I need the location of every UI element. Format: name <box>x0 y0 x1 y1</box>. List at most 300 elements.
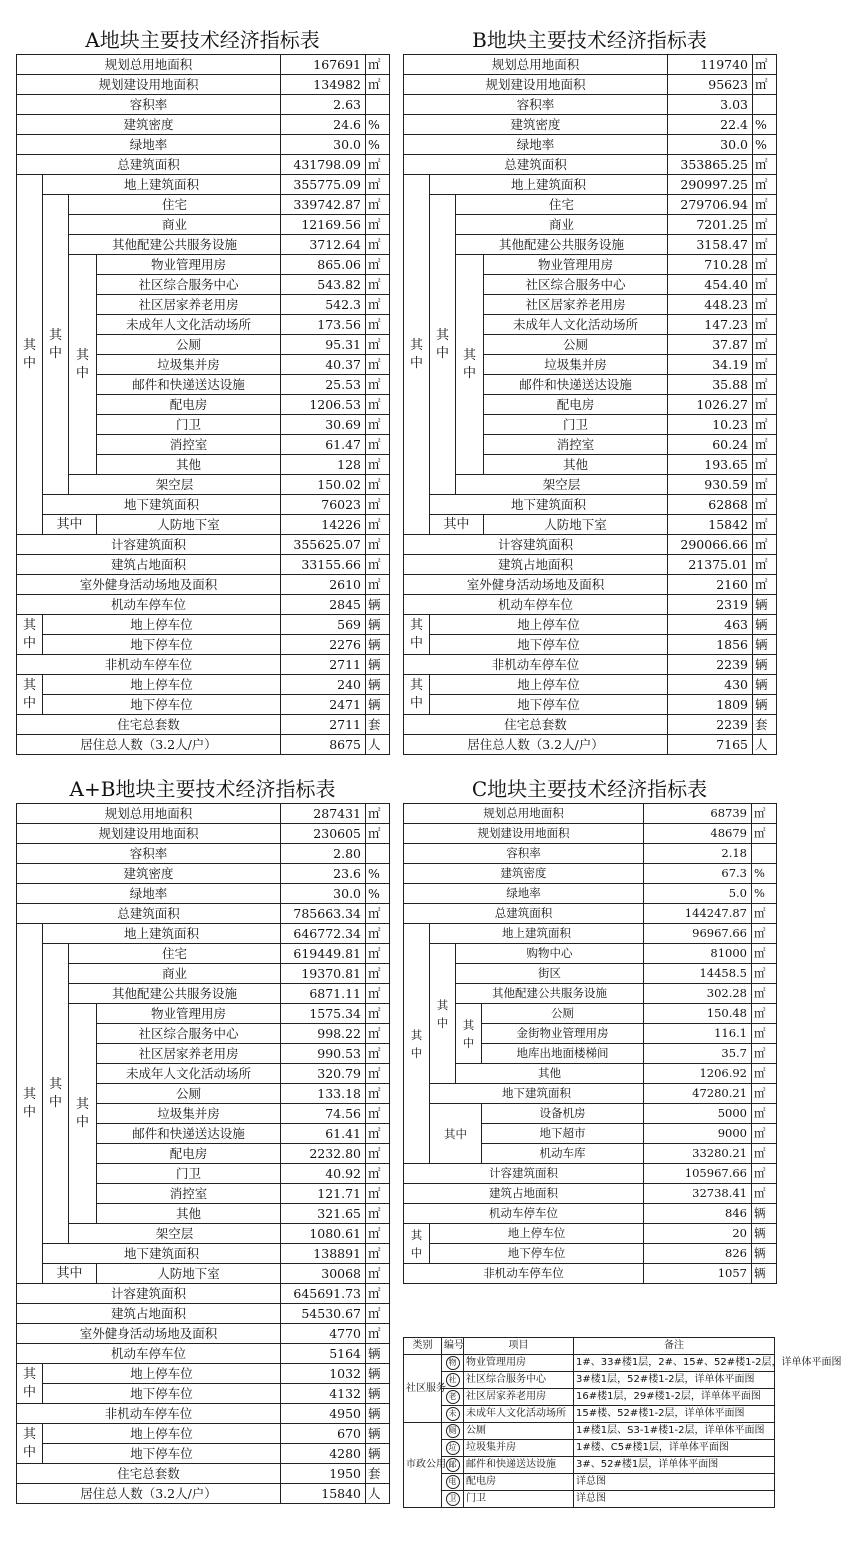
value-cell: 1856 <box>668 635 753 655</box>
label-cell: 地上建筑面积 <box>430 175 668 195</box>
label-cell: 消控室 <box>97 435 281 455</box>
unit-cell: ㎡ <box>753 235 777 255</box>
qi-label: 其 <box>48 1076 62 1092</box>
qizhong-label: 其中 <box>56 1265 83 1281</box>
unit-cell: ㎡ <box>752 964 777 984</box>
label-cell: 门卫 <box>484 415 668 435</box>
unit-cell: 人 <box>753 735 777 755</box>
label-cell: 绿地率 <box>17 884 281 904</box>
value-cell: 355625.07 <box>281 535 366 555</box>
table-row <box>17 904 390 924</box>
label-cell: 总建筑面积 <box>404 904 644 924</box>
label-cell: 居住总人数（3.2人/户） <box>17 735 281 755</box>
table-row <box>17 155 390 175</box>
unit-cell <box>366 844 390 864</box>
qi-label: 其 <box>22 1426 36 1442</box>
legend-item: 公厕 <box>464 1423 574 1440</box>
unit-cell: ㎡ <box>366 215 390 235</box>
unit-cell: % <box>366 135 390 155</box>
unit-cell: ㎡ <box>753 375 777 395</box>
label-cell: 机动车停车位 <box>17 1344 281 1364</box>
zhong-label: 中 <box>22 1444 36 1460</box>
label-cell: 住宅总套数 <box>17 715 281 735</box>
unit-cell: 辆 <box>366 1404 390 1424</box>
table-row <box>404 1104 777 1124</box>
table-row <box>17 235 390 255</box>
facility-icon: 邮 <box>446 1458 460 1472</box>
value-cell: 353865.25 <box>668 155 753 175</box>
legend-category: 社区服务 <box>404 1355 442 1423</box>
label-cell: 室外健身活动场地及面积 <box>17 575 281 595</box>
zhong-label: 中 <box>22 1104 36 1120</box>
unit-cell: ㎡ <box>366 55 390 75</box>
table-row <box>17 715 390 735</box>
value-cell: 448.23 <box>668 295 753 315</box>
value-cell: 785663.34 <box>281 904 366 924</box>
label-cell: 购物中心 <box>456 944 644 964</box>
unit-cell: ㎡ <box>753 75 777 95</box>
qizhong-cell <box>430 944 456 1084</box>
unit-cell: 辆 <box>366 675 390 695</box>
unit-cell: 套 <box>366 715 390 735</box>
label-cell: 地库出地面楼梯间 <box>482 1044 644 1064</box>
value-cell: 33155.66 <box>281 555 366 575</box>
unit-cell: ㎡ <box>753 435 777 455</box>
value-cell: 23.6 <box>281 864 366 884</box>
value-cell: 865.06 <box>281 255 366 275</box>
label-cell: 建筑占地面积 <box>404 555 668 575</box>
label-cell: 建筑密度 <box>17 864 281 884</box>
unit-cell: ㎡ <box>752 904 777 924</box>
label-cell: 地上停车位 <box>43 1364 281 1384</box>
label-cell: 未成年人文化活动场所 <box>97 1064 281 1084</box>
label-cell: 垃圾集并房 <box>484 355 668 375</box>
table-row <box>404 195 777 215</box>
unit-cell: ㎡ <box>753 555 777 575</box>
value-cell: 128 <box>281 455 366 475</box>
label-cell: 未成年人文化活动场所 <box>97 315 281 335</box>
value-cell: 1080.61 <box>281 1224 366 1244</box>
label-cell: 未成年人文化活动场所 <box>484 315 668 335</box>
value-cell: 35.88 <box>668 375 753 395</box>
table-row <box>404 655 777 675</box>
unit-cell: 辆 <box>366 1444 390 1464</box>
unit-cell: 辆 <box>366 1364 390 1384</box>
table-row <box>17 1224 390 1244</box>
table-row <box>17 595 390 615</box>
value-cell: 290066.66 <box>668 535 753 555</box>
legend-item: 配电房 <box>464 1474 574 1491</box>
label-cell: 建筑密度 <box>404 864 644 884</box>
label-cell: 地下建筑面积 <box>430 495 668 515</box>
unit-cell: ㎡ <box>366 984 390 1004</box>
label-cell: 配电房 <box>97 395 281 415</box>
qizhong-cell <box>404 175 430 535</box>
unit-cell: ㎡ <box>366 1104 390 1124</box>
label-cell: 其他 <box>97 455 281 475</box>
unit-cell: ㎡ <box>366 295 390 315</box>
table-row <box>404 944 777 964</box>
qizhong-cell <box>430 1104 482 1164</box>
unit-cell: 人 <box>366 1484 390 1504</box>
unit-cell: ㎡ <box>752 1064 777 1084</box>
unit-cell: 辆 <box>753 695 777 715</box>
legend-note: 详总图 <box>574 1491 775 1508</box>
unit-cell: ㎡ <box>366 1244 390 1264</box>
value-cell: 121.71 <box>281 1184 366 1204</box>
unit-cell: % <box>752 884 777 904</box>
label-cell: 地下停车位 <box>43 635 281 655</box>
unit-cell: ㎡ <box>752 1184 777 1204</box>
value-cell: 21375.01 <box>668 555 753 575</box>
value-cell: 1032 <box>281 1364 366 1384</box>
value-cell: 4770 <box>281 1324 366 1344</box>
unit-cell: ㎡ <box>753 415 777 435</box>
value-cell: 355775.09 <box>281 175 366 195</box>
table-row <box>404 824 777 844</box>
unit-cell: ㎡ <box>753 315 777 335</box>
table-row <box>404 864 777 884</box>
label-cell: 总建筑面积 <box>17 904 281 924</box>
table-row <box>404 75 777 95</box>
unit-cell: ㎡ <box>753 475 777 495</box>
unit-cell: ㎡ <box>366 435 390 455</box>
table-row <box>404 555 777 575</box>
label-cell: 地上停车位 <box>43 615 281 635</box>
value-cell: 150.02 <box>281 475 366 495</box>
label-cell: 绿地率 <box>404 135 668 155</box>
legend-item: 邮件和快递送达设施 <box>464 1457 574 1474</box>
table-row <box>404 475 777 495</box>
table-row <box>404 904 777 924</box>
unit-cell <box>753 95 777 115</box>
label-cell: 街区 <box>456 964 644 984</box>
table-title: A+B地块主要技术经济指标表 <box>69 777 336 801</box>
label-cell: 其他 <box>97 1204 281 1224</box>
zhong-label: 中 <box>462 365 476 381</box>
unit-cell: ㎡ <box>752 1084 777 1104</box>
table-row <box>17 615 390 635</box>
zhong-label: 中 <box>409 635 423 651</box>
value-cell: 1206.92 <box>644 1064 752 1084</box>
label-cell: 地下建筑面积 <box>43 495 281 515</box>
unit-cell: ㎡ <box>752 1144 777 1164</box>
value-cell: 20 <box>644 1224 752 1244</box>
unit-cell: ㎡ <box>753 155 777 175</box>
unit-cell: ㎡ <box>366 1224 390 1244</box>
label-cell: 其他配建公共服务设施 <box>456 235 668 255</box>
label-cell: 物业管理用房 <box>97 1004 281 1024</box>
unit-cell: 套 <box>753 715 777 735</box>
value-cell: 2276 <box>281 635 366 655</box>
qi-label: 其 <box>22 677 36 693</box>
table-row <box>404 635 777 655</box>
value-cell: 134982 <box>281 75 366 95</box>
unit-cell: ㎡ <box>752 984 777 1004</box>
label-cell: 其他配建公共服务设施 <box>69 235 281 255</box>
label-cell: 建筑占地面积 <box>17 1304 281 1324</box>
value-cell: 431798.09 <box>281 155 366 175</box>
value-cell: 321.65 <box>281 1204 366 1224</box>
label-cell: 地下停车位 <box>430 635 668 655</box>
legend-row <box>404 1406 775 1423</box>
legend-row <box>404 1491 775 1508</box>
unit-cell: ㎡ <box>366 904 390 924</box>
label-cell: 地下停车位 <box>43 695 281 715</box>
table-row <box>17 824 390 844</box>
legend-row <box>404 1474 775 1491</box>
label-cell: 建筑占地面积 <box>404 1184 644 1204</box>
value-cell: 6871.11 <box>281 984 366 1004</box>
qizhong-cell <box>17 615 43 655</box>
qi-label: 其 <box>22 1366 36 1382</box>
label-cell: 架空层 <box>69 1224 281 1244</box>
legend-note: 1#楼、C5#楼1层，详单体平面图 <box>574 1440 775 1457</box>
unit-cell: ㎡ <box>753 455 777 475</box>
value-cell: 990.53 <box>281 1044 366 1064</box>
label-cell: 商业 <box>69 215 281 235</box>
legend-table <box>403 1337 842 1508</box>
zhong-label: 中 <box>409 355 423 371</box>
label-cell: 地下建筑面积 <box>43 1244 281 1264</box>
unit-cell: ㎡ <box>366 415 390 435</box>
unit-cell: ㎡ <box>366 195 390 215</box>
legend-note: 1#楼1层、S3-1#楼1-2层，详单体平面图 <box>574 1423 775 1440</box>
label-cell: 建筑密度 <box>404 115 668 135</box>
qizhong-cell <box>17 675 43 715</box>
value-cell: 81000 <box>644 944 752 964</box>
value-cell: 37.87 <box>668 335 753 355</box>
label-cell: 机动车库 <box>482 1144 644 1164</box>
unit-cell: 人 <box>366 735 390 755</box>
indicator-table <box>403 54 777 755</box>
value-cell: 930.59 <box>668 475 753 495</box>
label-cell: 绿地率 <box>17 135 281 155</box>
unit-cell: ㎡ <box>753 255 777 275</box>
table-row <box>17 1284 390 1304</box>
table-row <box>17 135 390 155</box>
qizhong-cell <box>404 675 430 715</box>
table-row <box>404 155 777 175</box>
label-cell: 居住总人数（3.2人/户） <box>404 735 668 755</box>
table-row <box>404 1164 777 1184</box>
unit-cell: 辆 <box>366 655 390 675</box>
value-cell: 5.0 <box>644 884 752 904</box>
legend-row <box>404 1355 775 1372</box>
unit-cell: ㎡ <box>366 175 390 195</box>
table-row <box>404 255 777 275</box>
legend-item: 未成年人文化活动场所 <box>464 1406 574 1423</box>
legend-row <box>404 1389 775 1406</box>
qizhong-cell <box>69 255 97 475</box>
unit-cell: % <box>366 884 390 904</box>
legend-note: 详总图 <box>574 1474 775 1491</box>
table-row <box>17 1444 390 1464</box>
label-cell: 住宅 <box>69 195 281 215</box>
value-cell: 2239 <box>668 715 753 735</box>
unit-cell: ㎡ <box>753 335 777 355</box>
unit-cell: ㎡ <box>366 475 390 495</box>
label-cell: 社区综合服务中心 <box>97 1024 281 1044</box>
qizhong-cell <box>69 1004 97 1224</box>
label-cell: 计容建筑面积 <box>17 1284 281 1304</box>
label-cell: 人防地下室 <box>97 515 281 535</box>
table-row <box>404 595 777 615</box>
value-cell: 150.48 <box>644 1004 752 1024</box>
label-cell: 规划总用地面积 <box>17 804 281 824</box>
qizhong-cell <box>43 195 69 495</box>
value-cell: 30068 <box>281 1264 366 1284</box>
label-cell: 计容建筑面积 <box>404 1164 644 1184</box>
label-cell: 建筑占地面积 <box>17 555 281 575</box>
table-row <box>17 655 390 675</box>
qi-label: 其 <box>409 617 423 633</box>
unit-cell: 辆 <box>366 1344 390 1364</box>
label-cell: 地下停车位 <box>43 1444 281 1464</box>
label-cell: 绿地率 <box>404 884 644 904</box>
label-cell: 门卫 <box>97 1164 281 1184</box>
legend-header-cell: 备注 <box>574 1338 775 1355</box>
unit-cell: ㎡ <box>753 395 777 415</box>
label-cell: 室外健身活动场地及面积 <box>17 1324 281 1344</box>
label-cell: 非机动车停车位 <box>404 1264 644 1284</box>
table-row <box>17 1304 390 1324</box>
value-cell: 4280 <box>281 1444 366 1464</box>
table-row <box>404 135 777 155</box>
label-cell: 其他配建公共服务设施 <box>456 984 644 1004</box>
value-cell: 47280.21 <box>644 1084 752 1104</box>
label-cell: 配电房 <box>484 395 668 415</box>
value-cell: 30.69 <box>281 415 366 435</box>
qi-label: 其 <box>22 1086 36 1102</box>
unit-cell: ㎡ <box>752 804 777 824</box>
value-cell: 3.03 <box>668 95 753 115</box>
label-cell: 住宅 <box>456 195 668 215</box>
value-cell: 339742.87 <box>281 195 366 215</box>
qizhong-cell <box>17 1424 43 1464</box>
label-cell: 地上建筑面积 <box>430 924 644 944</box>
label-cell: 金街物业管理用房 <box>482 1024 644 1044</box>
value-cell: 4132 <box>281 1384 366 1404</box>
value-cell: 1809 <box>668 695 753 715</box>
facility-icon: 未 <box>446 1407 460 1421</box>
label-cell: 地下停车位 <box>43 1384 281 1404</box>
table-row <box>17 944 390 964</box>
value-cell: 230605 <box>281 824 366 844</box>
label-cell: 地上停车位 <box>430 1224 644 1244</box>
table-row <box>17 1264 390 1284</box>
zhong-label: 中 <box>410 1045 423 1060</box>
table-row <box>404 55 777 75</box>
unit-cell: 辆 <box>366 1424 390 1444</box>
value-cell: 60.24 <box>668 435 753 455</box>
unit-cell: ㎡ <box>753 215 777 235</box>
table-row <box>404 735 777 755</box>
legend-row <box>404 1440 775 1457</box>
table-row <box>17 884 390 904</box>
label-cell: 总建筑面积 <box>404 155 668 175</box>
zhong-label: 中 <box>48 345 62 361</box>
unit-cell: ㎡ <box>366 1284 390 1304</box>
unit-cell: ㎡ <box>366 944 390 964</box>
label-cell: 机动车停车位 <box>404 1204 644 1224</box>
label-cell: 住宅 <box>69 944 281 964</box>
value-cell: 279706.94 <box>668 195 753 215</box>
table-row <box>17 575 390 595</box>
value-cell: 1950 <box>281 1464 366 1484</box>
value-cell: 12169.56 <box>281 215 366 235</box>
value-cell: 542.3 <box>281 295 366 315</box>
unit-cell: % <box>366 864 390 884</box>
table-row <box>17 55 390 75</box>
value-cell: 48679 <box>644 824 752 844</box>
facility-icon: 物 <box>446 1356 460 1370</box>
value-cell: 40.92 <box>281 1164 366 1184</box>
value-cell: 15842 <box>668 515 753 535</box>
value-cell: 569 <box>281 615 366 635</box>
label-cell: 邮件和快递送达设施 <box>97 375 281 395</box>
unit-cell: ㎡ <box>366 275 390 295</box>
value-cell: 173.56 <box>281 315 366 335</box>
facility-icon: 卫 <box>446 1492 460 1506</box>
value-cell: 1206.53 <box>281 395 366 415</box>
label-cell: 其他配建公共服务设施 <box>69 984 281 1004</box>
unit-cell: ㎡ <box>366 575 390 595</box>
unit-cell: ㎡ <box>366 455 390 475</box>
value-cell: 61.47 <box>281 435 366 455</box>
unit-cell: ㎡ <box>366 375 390 395</box>
label-cell: 容积率 <box>17 95 281 115</box>
value-cell: 2845 <box>281 595 366 615</box>
value-cell: 463 <box>668 615 753 635</box>
unit-cell: % <box>752 864 777 884</box>
table-row <box>404 95 777 115</box>
value-cell: 543.82 <box>281 275 366 295</box>
legend-row <box>404 1372 775 1389</box>
value-cell: 19370.81 <box>281 964 366 984</box>
unit-cell: ㎡ <box>366 804 390 824</box>
label-cell: 商业 <box>69 964 281 984</box>
value-cell: 33280.21 <box>644 1144 752 1164</box>
table-title: C地块主要技术经济指标表 <box>471 777 708 801</box>
value-cell: 4950 <box>281 1404 366 1424</box>
qizhong-cell <box>17 924 43 1284</box>
unit-cell: ㎡ <box>753 575 777 595</box>
label-cell: 设备机房 <box>482 1104 644 1124</box>
table-row <box>404 1204 777 1224</box>
label-cell: 地上停车位 <box>430 615 668 635</box>
label-cell: 社区居家养老用房 <box>484 295 668 315</box>
unit-cell: ㎡ <box>752 1044 777 1064</box>
qi-label: 其 <box>462 1017 475 1032</box>
table-row <box>17 1344 390 1364</box>
indicator-table <box>16 803 390 1504</box>
table-row <box>17 555 390 575</box>
qizhong-cell <box>456 255 484 475</box>
value-cell: 287431 <box>281 804 366 824</box>
label-cell: 规划总用地面积 <box>17 55 281 75</box>
qi-label: 其 <box>410 1227 423 1242</box>
unit-cell: ㎡ <box>752 1164 777 1184</box>
unit-cell: ㎡ <box>752 1004 777 1024</box>
value-cell: 68739 <box>644 804 752 824</box>
value-cell: 34.19 <box>668 355 753 375</box>
value-cell: 54530.67 <box>281 1304 366 1324</box>
qi-label: 其 <box>22 337 36 353</box>
label-cell: 住宅总套数 <box>17 1464 281 1484</box>
qi-label: 其 <box>435 327 449 343</box>
unit-cell: ㎡ <box>366 555 390 575</box>
